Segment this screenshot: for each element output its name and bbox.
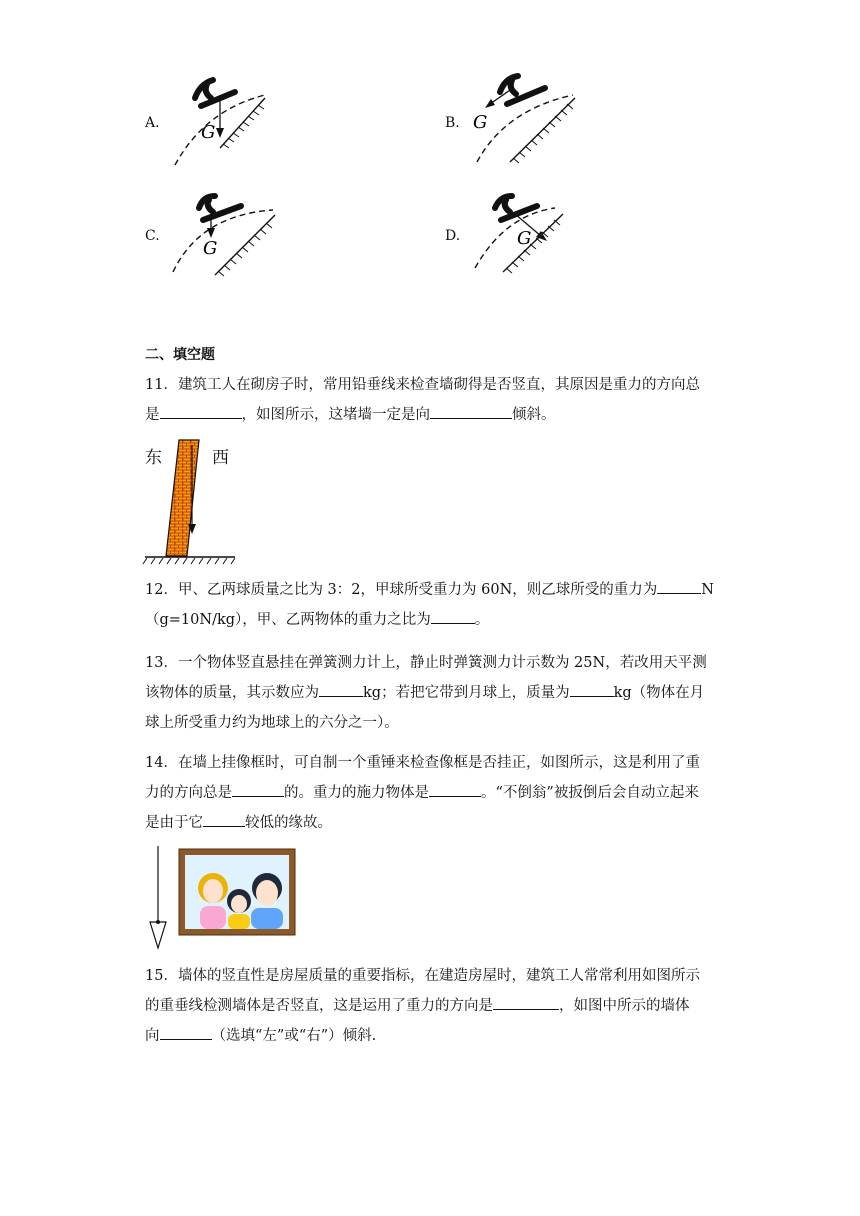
q11-line2: 是 ，如图所示，这堵墙一定是向 倾斜。 — [145, 400, 725, 430]
section-title: 二、填空题 — [145, 347, 215, 363]
q14-line2: 力的方向总是 的。重力的施力物体是 。“不倒翁”被扳倒后会自动立起来 — [145, 778, 725, 808]
option-a-figure — [165, 70, 285, 170]
option-d-figure — [465, 190, 585, 280]
option-c-figure — [165, 190, 285, 280]
q12-blank-1[interactable] — [657, 579, 701, 594]
option-a-label[interactable]: A. — [145, 115, 160, 131]
q13-line1: 13．一个物体竖直悬挂在弹簧测力计上，静止时弹簧测力计示数为 25N，若改用天平测 — [145, 655, 707, 671]
q13-line2: 该物体的质量，其示数应为 kg；若把它带到月球上，质量为 kg（物体在月 — [145, 678, 725, 708]
q14-frame-figure — [146, 846, 298, 954]
q15-line2: 的重垂线检测墙体是否竖直，这是运用了重力的方向是 ，如图中所示的墙体 — [145, 991, 725, 1021]
q13-line3: 球上所受重力约为地球上的六分之一）。 — [145, 715, 399, 731]
q13-blank-1[interactable] — [319, 682, 363, 697]
q11-blank-1[interactable] — [160, 404, 242, 419]
q13-blank-2[interactable] — [570, 682, 614, 697]
question-13 — [145, 648, 725, 738]
q11-wall-figure — [143, 440, 238, 566]
question-12 — [145, 575, 725, 635]
option-b-g-label: G — [473, 112, 488, 133]
q15-blank-1[interactable] — [493, 995, 559, 1010]
q14-line1: 14．在墙上挂像框时，可自制一个重锤来检查像框是否挂正，如图所示，这是利用了重 — [145, 755, 700, 771]
q11-east-label: 东 — [145, 448, 162, 468]
option-d-g-label: G — [517, 228, 532, 249]
q11-blank-2[interactable] — [430, 404, 512, 419]
q12-line2: （g=10N/kg），甲、乙两物体的重力之比为 。 — [145, 605, 725, 635]
option-b-label[interactable]: B. — [445, 115, 460, 131]
q11-west-label: 西 — [212, 448, 229, 468]
option-b-figure — [465, 70, 595, 170]
q14-blank-3[interactable] — [203, 812, 245, 827]
q15-blank-2[interactable] — [160, 1025, 212, 1040]
question-15 — [145, 961, 725, 1051]
q14-line3: 是由于它 较低的缘故。 — [145, 808, 725, 838]
q12-blank-2[interactable] — [431, 609, 475, 624]
q14-blank-1[interactable] — [232, 782, 284, 797]
q15-line1: 15．墙体的竖直性是房屋质量的重要指标，在建造房屋时，建筑工人常常利用如图所示 — [145, 968, 700, 984]
option-c-g-label: G — [203, 238, 218, 259]
option-d-label[interactable]: D. — [445, 228, 461, 244]
option-c-label[interactable]: C. — [145, 228, 160, 244]
question-14 — [145, 748, 725, 838]
q11-line1: 11．建筑工人在砌房子时，常用铅垂线来检查墙砌得是否竖直，其原因是重力的方向总 — [145, 377, 700, 393]
question-11 — [145, 370, 725, 430]
q12-line1: 12．甲、乙两球质量之比为 3：2，甲球所受重力为 60N，则乙球所受的重力为 N — [145, 575, 725, 605]
option-a-g-label: G — [201, 122, 216, 143]
q15-line3: 向 （选填“左”或“右”）倾斜. — [145, 1021, 725, 1051]
q14-blank-2[interactable] — [429, 782, 481, 797]
